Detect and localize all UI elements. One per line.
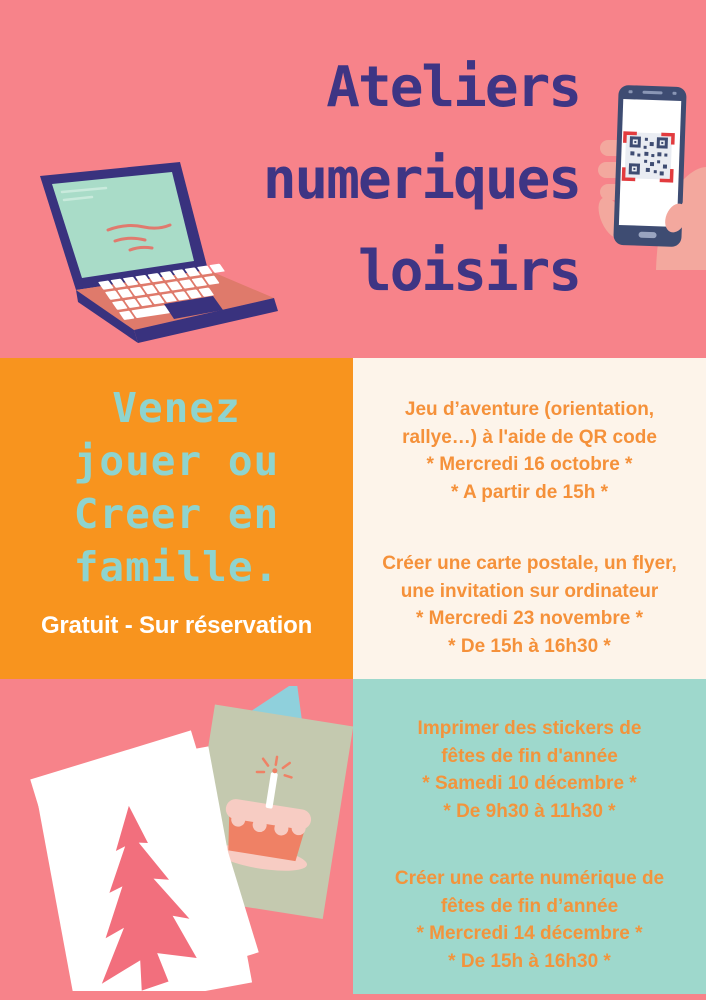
workshop-line: une invitation sur ordinateur — [400, 580, 659, 602]
workshop-postcard — [353, 550, 706, 660]
workshop-line: * De 15h à 16h30 * — [448, 950, 611, 972]
promo-line-4: famille. — [73, 543, 280, 591]
promo-note: Gratuit - Sur réservation — [40, 612, 313, 639]
laptop-icon — [12, 158, 312, 353]
promo-line-1: Venez — [112, 384, 241, 432]
workshop-qr-game — [353, 396, 706, 506]
hand-holding-phone-icon — [594, 80, 706, 270]
greeting-cards-icon — [20, 686, 360, 991]
workshop-line: * Mercredi 14 décembre * — [416, 923, 643, 944]
title-line-1: Ateliers — [326, 55, 580, 120]
workshop-line: * De 15h à 16h30 * — [448, 635, 611, 657]
phone-home-button — [638, 232, 656, 239]
workshop-line: * Samedi 10 décembre * — [422, 773, 637, 794]
workshop-line: * Mercredi 23 novembre * — [415, 608, 644, 629]
workshop-line: * Mercredi 16 octobre * — [426, 454, 633, 475]
schedule-block-teal — [353, 679, 706, 994]
schedule-block-cream — [353, 358, 706, 679]
workshop-line: fêtes de fin d’année — [440, 895, 619, 917]
schedule-panel-teal — [353, 679, 706, 975]
promo-line-3: Creer en — [73, 490, 280, 538]
workshop-line: Créer une carte postale, un flyer, — [382, 553, 677, 574]
title-line-2: numeriques — [262, 147, 580, 212]
promo-line-2: jouer ou — [73, 437, 280, 485]
workshop-digital-card — [353, 865, 706, 975]
promo-block — [0, 358, 353, 679]
workshop-line: rallye…) à l'aide de QR code — [402, 426, 657, 448]
schedule-panel-cream — [353, 358, 706, 660]
title-line-3: loisirs — [357, 239, 580, 304]
workshop-line: * De 9h30 à 11h30 * — [443, 800, 616, 822]
workshop-line: Créer une carte numérique de — [394, 868, 665, 889]
workshop-line: Jeu d’aventure (orientation, — [404, 399, 655, 420]
workshop-line: * A partir de 15h * — [451, 481, 608, 503]
workshop-line: Imprimer des stickers de — [417, 718, 642, 739]
workshop-line: fêtes de fin d'année — [441, 745, 618, 767]
workshop-stickers — [353, 715, 706, 825]
promo-headline — [0, 382, 353, 594]
